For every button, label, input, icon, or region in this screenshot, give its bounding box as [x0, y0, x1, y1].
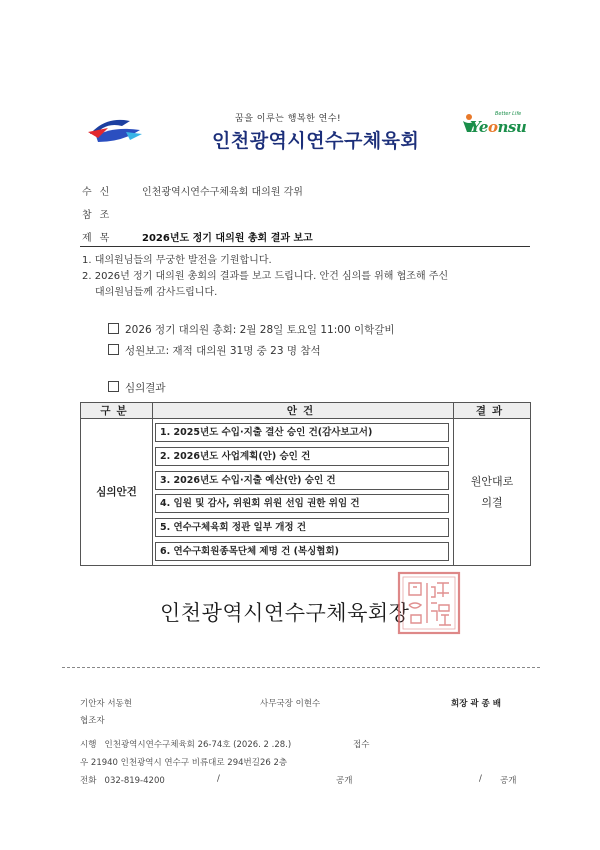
subject-label: 제목	[82, 233, 118, 244]
result-line2: 의결	[481, 495, 503, 509]
results-heading: 심의결과	[108, 380, 166, 395]
public-status: 공개	[500, 776, 517, 786]
agenda-item: 4. 임원 및 감사, 위원회 위원 선임 권한 위임 건	[155, 494, 449, 513]
header-result: 결과	[454, 403, 531, 419]
greeting-paragraph: 1. 대의원님들의 무궁한 발전을 기원합니다.	[82, 255, 272, 266]
table-row	[81, 419, 531, 566]
postal-address: 우 21940 인천광역시 연수구 비류대로 294번길26 2층	[80, 758, 288, 768]
organization-title: 인천광역시연수구체육회	[212, 130, 420, 152]
footer-divider	[62, 667, 540, 668]
reference-row	[82, 206, 142, 221]
result-line1: 원안대로	[470, 474, 514, 488]
agenda-item: 3. 2026년도 수입·지출 예산(안) 승인 건	[155, 471, 449, 490]
public-status: 공개	[336, 776, 353, 786]
recipient-row	[82, 183, 303, 198]
recipient-label: 수신	[82, 187, 118, 198]
quorum-info: 성원보고: 재적 대의원 31명 중 23 명 참석	[108, 343, 321, 358]
drafter: 기안자 서동현	[80, 699, 132, 709]
receipt-label: 접수	[353, 740, 370, 750]
report-paragraph-line2: 대의원님들께 감사드립니다.	[95, 287, 218, 298]
secretary-general: 사무국장 이현수	[260, 699, 321, 709]
slogan: 꿈을 이루는 행복한 연수!	[235, 114, 342, 124]
separator-slash: /	[479, 774, 482, 784]
header-agenda: 안건	[153, 403, 454, 419]
brand-wordmark: Yeonsu	[470, 118, 527, 136]
agenda-item: 1. 2025년도 수입·지출 결산 승인 건(감사보고서)	[155, 423, 449, 442]
divider	[80, 246, 530, 247]
issuer-signature: 인천광역시연수구체육회장	[160, 601, 410, 625]
agenda-item: 6. 연수구회원종목단체 제명 건 (복싱협회)	[155, 542, 449, 561]
phone-info: 전화 032-819-4200	[80, 776, 165, 786]
president: 회장 곽 종 배	[451, 699, 501, 709]
cooperator-label: 협조자	[80, 716, 105, 726]
category-cell: 심의안건	[81, 419, 153, 566]
header-category: 구분	[81, 403, 153, 419]
agenda-items-cell	[153, 419, 454, 566]
subject-value: 2026년도 정기 대의원 총회 결과 보고	[142, 233, 313, 244]
table-header-row	[81, 403, 531, 419]
recipient-value: 인천광역시연수구체육회 대의원 각위	[142, 187, 303, 198]
checkbox-icon	[108, 344, 119, 355]
agenda-table	[80, 402, 531, 566]
result-cell	[454, 419, 531, 566]
brand-tagline: Better Life	[495, 111, 522, 117]
checkbox-icon	[108, 381, 119, 392]
checkbox-icon	[108, 323, 119, 334]
report-paragraph-line1: 2. 2026년 정기 대의원 총회의 결과를 보고 드립니다. 안건 심의를 위해 협조해 주신	[82, 271, 449, 282]
agenda-item: 2. 2026년도 사업계획(안) 승인 건	[155, 447, 449, 466]
emblem-logo	[86, 112, 144, 148]
meeting-info: 2026 정기 대의원 총회: 2월 28일 토요일 11:00 이학갈비	[108, 322, 395, 337]
subject-row	[82, 229, 313, 244]
enforcement-info: 시행 인천광역시연수구체육회 26-74호 (2026. 2 .28.)	[80, 740, 292, 750]
official-seal-icon	[397, 571, 461, 635]
reference-label: 참조	[82, 210, 118, 221]
separator-slash: /	[217, 774, 220, 784]
agenda-item: 5. 연수구체육회 정관 일부 개정 건	[155, 518, 449, 537]
